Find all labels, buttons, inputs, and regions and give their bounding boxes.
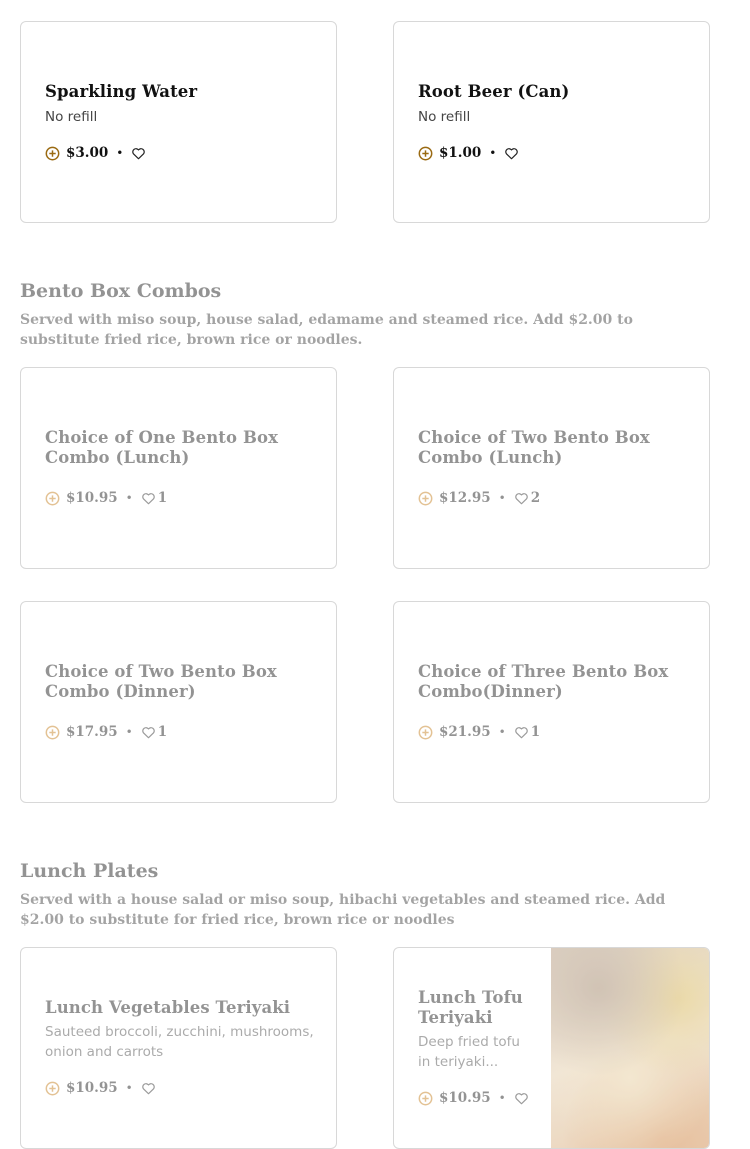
item-name: Choice of Two Bento Box Combo (Lunch) — [418, 428, 650, 467]
menu-item-card[interactable] — [393, 601, 710, 803]
separator-dot: • — [498, 725, 506, 739]
item-price: $10.95 — [66, 490, 118, 506]
separator-dot: • — [498, 491, 506, 505]
menu-item-card[interactable] — [20, 947, 337, 1149]
item-meta — [418, 143, 519, 163]
like-count: 1 — [157, 724, 168, 740]
menu-item-card[interactable] — [20, 367, 337, 569]
menu-item-card[interactable] — [393, 367, 710, 569]
item-name: Sparkling Water — [45, 82, 198, 101]
heart-outline-icon[interactable] — [504, 146, 519, 161]
item-name: Lunch Vegetables Teriyaki — [45, 998, 291, 1017]
add-circle-icon[interactable] — [45, 725, 60, 740]
section-title: Lunch Plates — [20, 860, 159, 882]
item-price: $21.95 — [439, 724, 491, 740]
item-meta — [45, 722, 167, 742]
section-description: Served with miso soup, house salad, edamame and steamed rice. Add $2.00 to substitute fried rice, brown rice or noodles. — [20, 312, 633, 348]
add-circle-icon[interactable] — [45, 146, 60, 161]
separator-dot: • — [489, 146, 497, 160]
item-name: Choice of Two Bento Box Combo (Dinner) — [45, 662, 277, 701]
menu-item-card[interactable] — [20, 601, 337, 803]
item-description: No refill — [418, 109, 471, 125]
heart-outline-icon[interactable] — [514, 725, 529, 740]
heart-outline-icon[interactable] — [141, 491, 156, 506]
add-circle-icon[interactable] — [418, 491, 433, 506]
item-price: $12.95 — [439, 490, 491, 506]
item-meta — [418, 488, 540, 508]
item-meta — [45, 1078, 156, 1098]
food-photo — [551, 948, 709, 1148]
item-name: Lunch Tofu Teriyaki — [418, 988, 523, 1027]
add-circle-icon[interactable] — [45, 1081, 60, 1096]
separator-dot: • — [125, 725, 133, 739]
like-count: 1 — [530, 724, 541, 740]
heart-outline-icon[interactable] — [131, 146, 146, 161]
section-description: Served with a house salad or miso soup, hibachi vegetables and steamed rice. Add $2.00 to substitute for fried rice, brown rice or noodles — [20, 892, 666, 928]
item-name: Choice of One Bento Box Combo (Lunch) — [45, 428, 279, 467]
item-meta — [418, 1088, 529, 1108]
heart-outline-icon[interactable] — [141, 1081, 156, 1096]
like-count: 2 — [530, 490, 541, 506]
heart-outline-icon[interactable] — [514, 1091, 529, 1106]
menu-item-card[interactable] — [393, 947, 710, 1149]
menu-item-card[interactable] — [20, 21, 337, 223]
section-title: Bento Box Combos — [20, 280, 222, 302]
item-price: $10.95 — [439, 1090, 491, 1106]
separator-dot: • — [125, 491, 133, 505]
item-name: Root Beer (Can) — [418, 82, 570, 101]
menu-item-card[interactable] — [393, 21, 710, 223]
item-description: No refill — [45, 109, 98, 125]
item-meta — [45, 488, 167, 508]
heart-outline-icon[interactable] — [514, 491, 529, 506]
item-meta — [418, 722, 540, 742]
heart-outline-icon[interactable] — [141, 725, 156, 740]
add-circle-icon[interactable] — [418, 725, 433, 740]
item-description: Sauteed broccoli, zucchini, mushrooms, onion and carrots — [45, 1024, 314, 1060]
separator-dot: • — [125, 1081, 133, 1095]
item-meta — [45, 143, 146, 163]
add-circle-icon[interactable] — [418, 1091, 433, 1106]
item-price: $10.95 — [66, 1080, 118, 1096]
separator-dot: • — [116, 146, 124, 160]
add-circle-icon[interactable] — [418, 146, 433, 161]
item-description: Deep fried tofu in teriyaki... — [418, 1034, 520, 1070]
item-price: $17.95 — [66, 724, 118, 740]
item-price: $3.00 — [66, 145, 109, 161]
item-name: Choice of Three Bento Box Combo(Dinner) — [418, 662, 669, 701]
separator-dot: • — [498, 1091, 506, 1105]
item-price: $1.00 — [439, 145, 482, 161]
like-count: 1 — [157, 490, 168, 506]
add-circle-icon[interactable] — [45, 491, 60, 506]
